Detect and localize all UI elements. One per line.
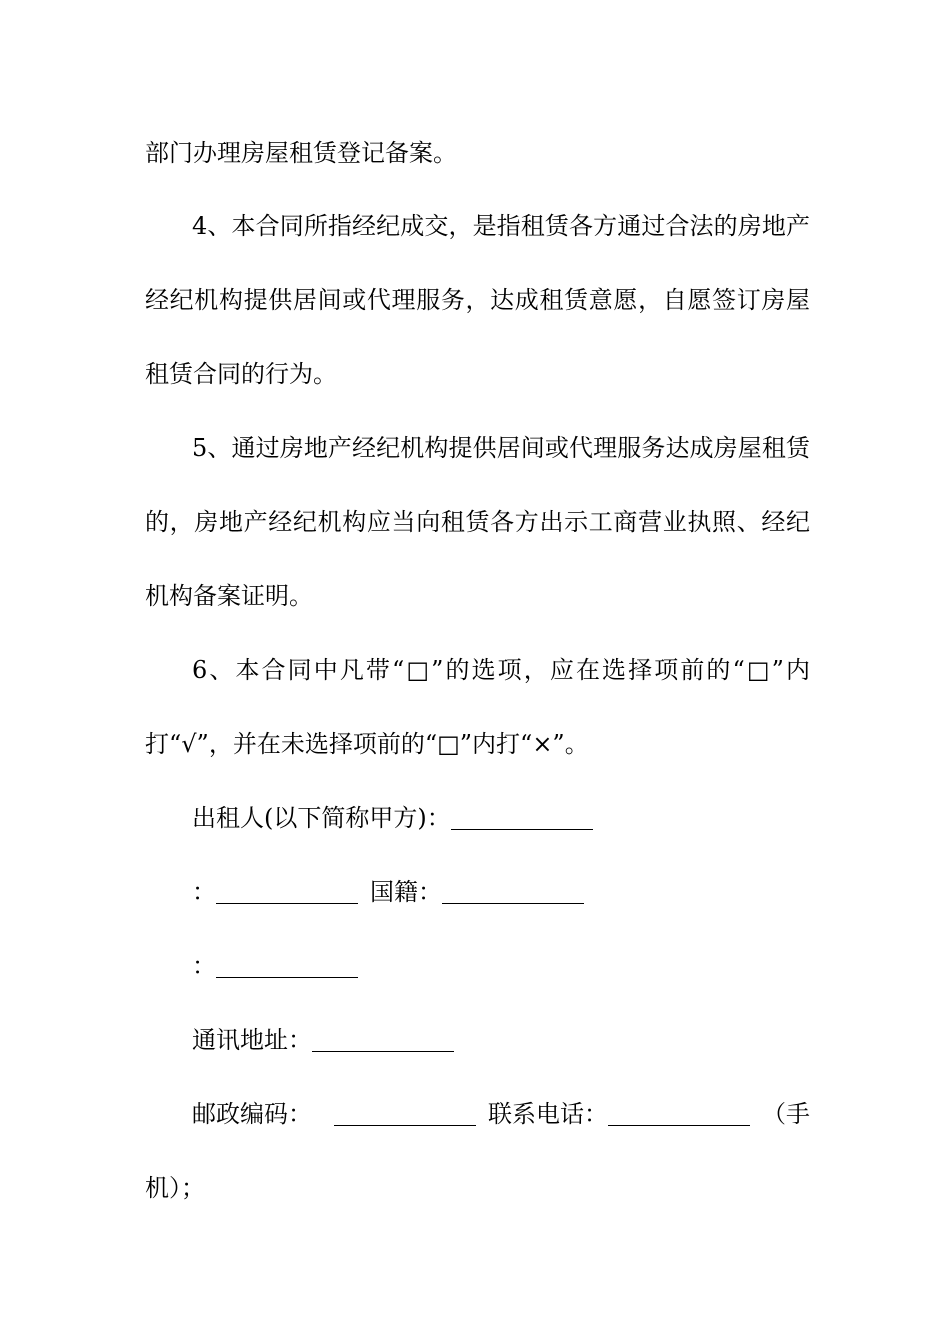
paragraph-line: 5、通过房地产经纪机构提供居间或代理服务达成房屋租赁 [192, 434, 810, 462]
nationality-label: 国籍： [370, 878, 442, 906]
paragraph-line: 租赁合同的行为。 [145, 360, 337, 388]
paragraph-line: 6、本合同中凡带“□”的选项，应在选择项前的“□”内 [192, 656, 810, 684]
address-field[interactable] [312, 1027, 454, 1052]
paragraph-line: 机构备案证明。 [145, 582, 313, 610]
id-number-row [192, 950, 810, 982]
paragraph-line: 打“√”，并在未选择项前的“□”内打“×”。 [145, 730, 589, 758]
nationality-field[interactable] [442, 879, 584, 904]
address-row [192, 1024, 810, 1056]
id-field[interactable] [216, 879, 358, 904]
colon-label: ： [192, 952, 216, 980]
lessor-row [192, 802, 810, 834]
paragraph-line: 的，房地产经纪机构应当向租赁各方出示工商营业执照、经纪 [145, 508, 810, 536]
paragraph-line: 4、本合同所指经纪成交，是指租赁各方通过合法的房地产 [192, 212, 810, 240]
colon-label: ： [192, 878, 216, 906]
mobile-open-label: （手 [762, 1100, 810, 1128]
postal-phone-row [192, 1098, 810, 1130]
id-nationality-row [192, 876, 810, 908]
mobile-close-label: 机）； [145, 1174, 205, 1202]
phone-label: 联系电话： [488, 1100, 608, 1128]
phone-field[interactable] [608, 1101, 750, 1126]
postal-code-field[interactable] [334, 1101, 476, 1126]
address-label: 通讯地址： [192, 1026, 312, 1054]
lessor-label: 出租人(以下简称甲方)： [192, 804, 451, 832]
lessor-name-field[interactable] [451, 805, 593, 830]
postal-label: 邮政编码： [192, 1100, 312, 1128]
id-number-field[interactable] [216, 953, 358, 978]
paragraph-line: 经纪机构提供居间或代理服务，达成租赁意愿，自愿签订房屋 [145, 286, 810, 314]
paragraph-line: 部门办理房屋租赁登记备案。 [145, 139, 457, 167]
